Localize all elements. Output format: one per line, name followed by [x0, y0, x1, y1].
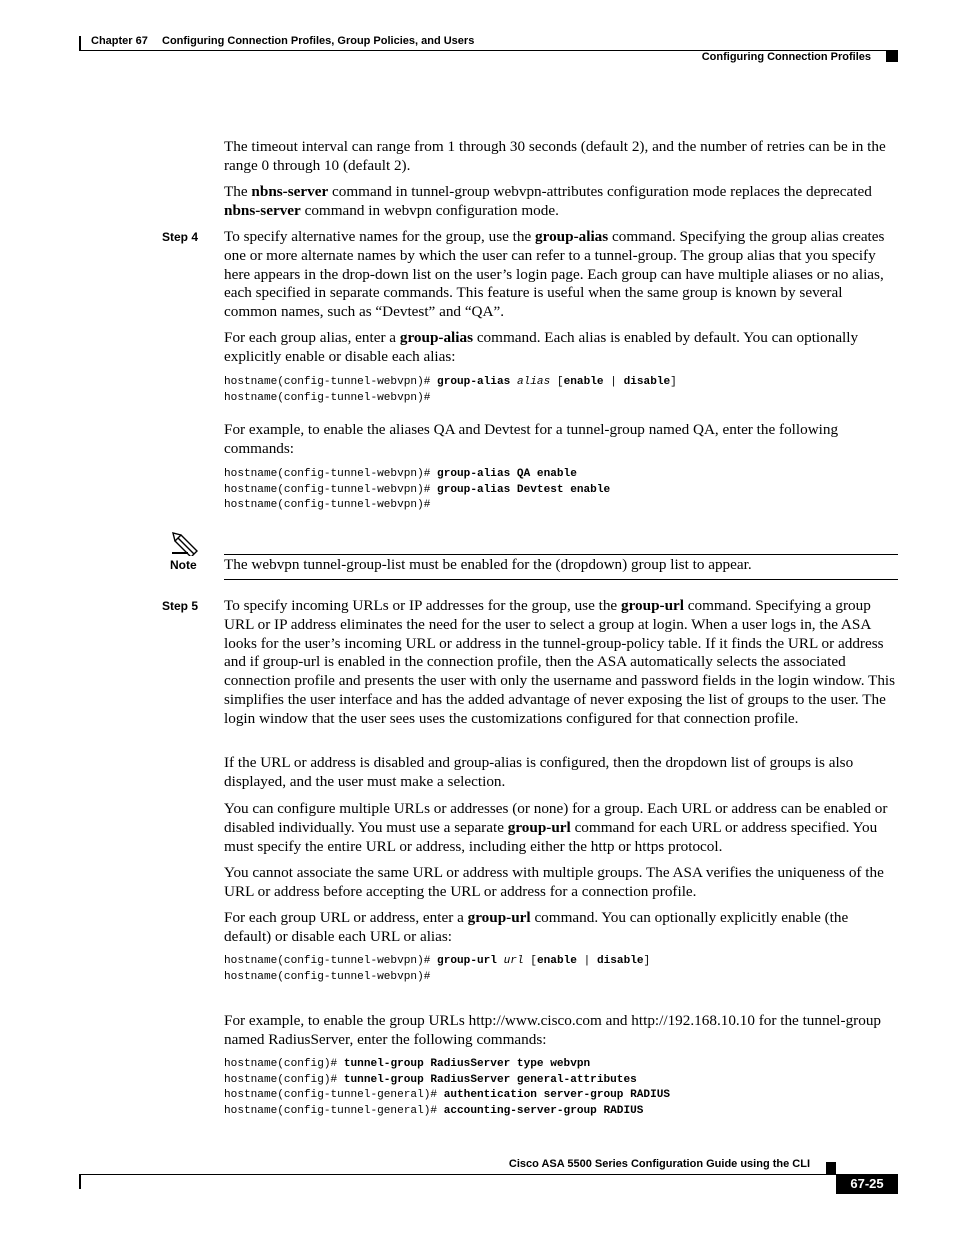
- footer-rule: [79, 1174, 836, 1175]
- footer-book-title: Cisco ASA 5500 Series Configuration Guide using the CLI: [508, 1158, 810, 1170]
- timeout-paragraph: The timeout interval can range from 1 through 30 seconds (default 2), and the number of retries can be in the range 0 through 10 (default 2).: [224, 138, 886, 174]
- group-alias-syntax-code: hostname(config-tunnel-webvpn)# group-alias alias [enable | disable] hostname(config-tunnel-webvpn)#: [224, 376, 677, 404]
- step-5-paragraph-4: You cannot associate the same URL or address with multiple groups. The ASA verifies the uniqueness of the URL or address before accepting the URL or address for a connection profile.: [224, 864, 884, 900]
- note-bottom-rule: [224, 579, 898, 580]
- note-text: The webvpn tunnel-group-list must be enabled for the (dropdown) group list to appear.: [224, 556, 752, 573]
- header-left-vertical-rule: [79, 36, 81, 51]
- step-4-paragraph-3: For example, to enable the aliases QA and Devtest for a tunnel-group named QA, enter the following commands:: [224, 421, 839, 457]
- note-top-rule: [224, 554, 898, 555]
- nbns-paragraph: The nbns-server command in tunnel-group webvpn-attributes configuration mode replaces the deprecated nbns-server command in webvpn configuration mode.: [224, 183, 872, 219]
- note-label: Note: [170, 558, 197, 572]
- page-number: 67-25: [836, 1174, 898, 1194]
- group-url-example-code: hostname(config)# tunnel-group RadiusServer type webvpn hostname(config)# tunnel-group RadiusServer general-attributes hostname(config-tunnel-general)# authentication server-group RADIUS hostname(config-tunnel-general)# accounting-server-group RADIUS: [224, 1058, 671, 1117]
- footer-left-vertical-rule: [79, 1174, 81, 1189]
- step-5-paragraph-3: You can configure multiple URLs or addresses (or none) for a group. Each URL or address can be enabled or disabled individually. You must use a separate group-url command for each URL or address specified. You must specify the entire URL or address, including either the http or https protocol.: [224, 800, 888, 855]
- step-5-paragraph-6: For example, to enable the group URLs http://www.cisco.com and http://192.168.10.10 for the tunnel-group named RadiusServer, enter the following commands:: [224, 1012, 882, 1048]
- step-5-label: Step 5: [162, 599, 199, 613]
- step-5-paragraph-2: If the URL or address is disabled and group-alias is configured, then the dropdown list of groups is also displayed, and the user must make a selection.: [224, 754, 854, 790]
- header-section: Configuring Connection Profiles: [701, 51, 871, 63]
- step-4-label: Step 4: [162, 230, 199, 244]
- header-black-box: [886, 50, 898, 62]
- step-4-paragraph-1: To specify alternative names for the group, use the group-alias command. Specifying the group alias creates one or more alternate names by which the user can refer to a tunnel-group. The group alias that you specify here appears in the drop-down list on the user’s login page. Each group can have multiple aliases or no alias, each specified in separate commands. This feature is useful when the same group is known by several common names, such as “Devtest” and “QA”.: [224, 228, 885, 321]
- group-url-syntax-code: hostname(config-tunnel-webvpn)# group-url url [enable | disable] hostname(config-tunnel-webvpn)#: [224, 955, 651, 983]
- group-alias-example-code: hostname(config-tunnel-webvpn)# group-alias QA enable hostname(config-tunnel-webvpn)# group-alias Devtest enable hostname(config-tunnel-webvpn)#: [224, 468, 611, 512]
- pencil-icon: [172, 532, 200, 556]
- header-chapter-title: Configuring Connection Profiles, Group Policies, and Users: [162, 35, 475, 47]
- header-chapter: Chapter 67: [91, 35, 148, 47]
- step-4-paragraph-2: For each group alias, enter a group-alias command. Each alias is enabled by default. You can optionally explicitly enable or disable each alias:: [224, 329, 859, 365]
- step-5-paragraph-1: To specify incoming URLs or IP addresses for the group, use the group-url command. Specifying a group URL or IP address eliminates the need for the user to select a group at login. When a user logs in, the ASA looks for the user’s incoming URL or address in the tunnel-group-policy table. If it finds the URL or address and if group-url is enabled in the connection profile, then the ASA automatically selects the associated connection profile and presents the user with only the username and password fields in the login window. This simplifies the user interface and has the added advantage of never exposing the list of groups to the user. The login window that the user sees uses the customizations configured for that connection profile.: [224, 597, 896, 727]
- footer-page-tab: [826, 1162, 836, 1174]
- step-5-paragraph-5: For each group URL or address, enter a group-url command. You can optionally explicitly enable (the default) or disable each URL or alias:: [224, 909, 849, 945]
